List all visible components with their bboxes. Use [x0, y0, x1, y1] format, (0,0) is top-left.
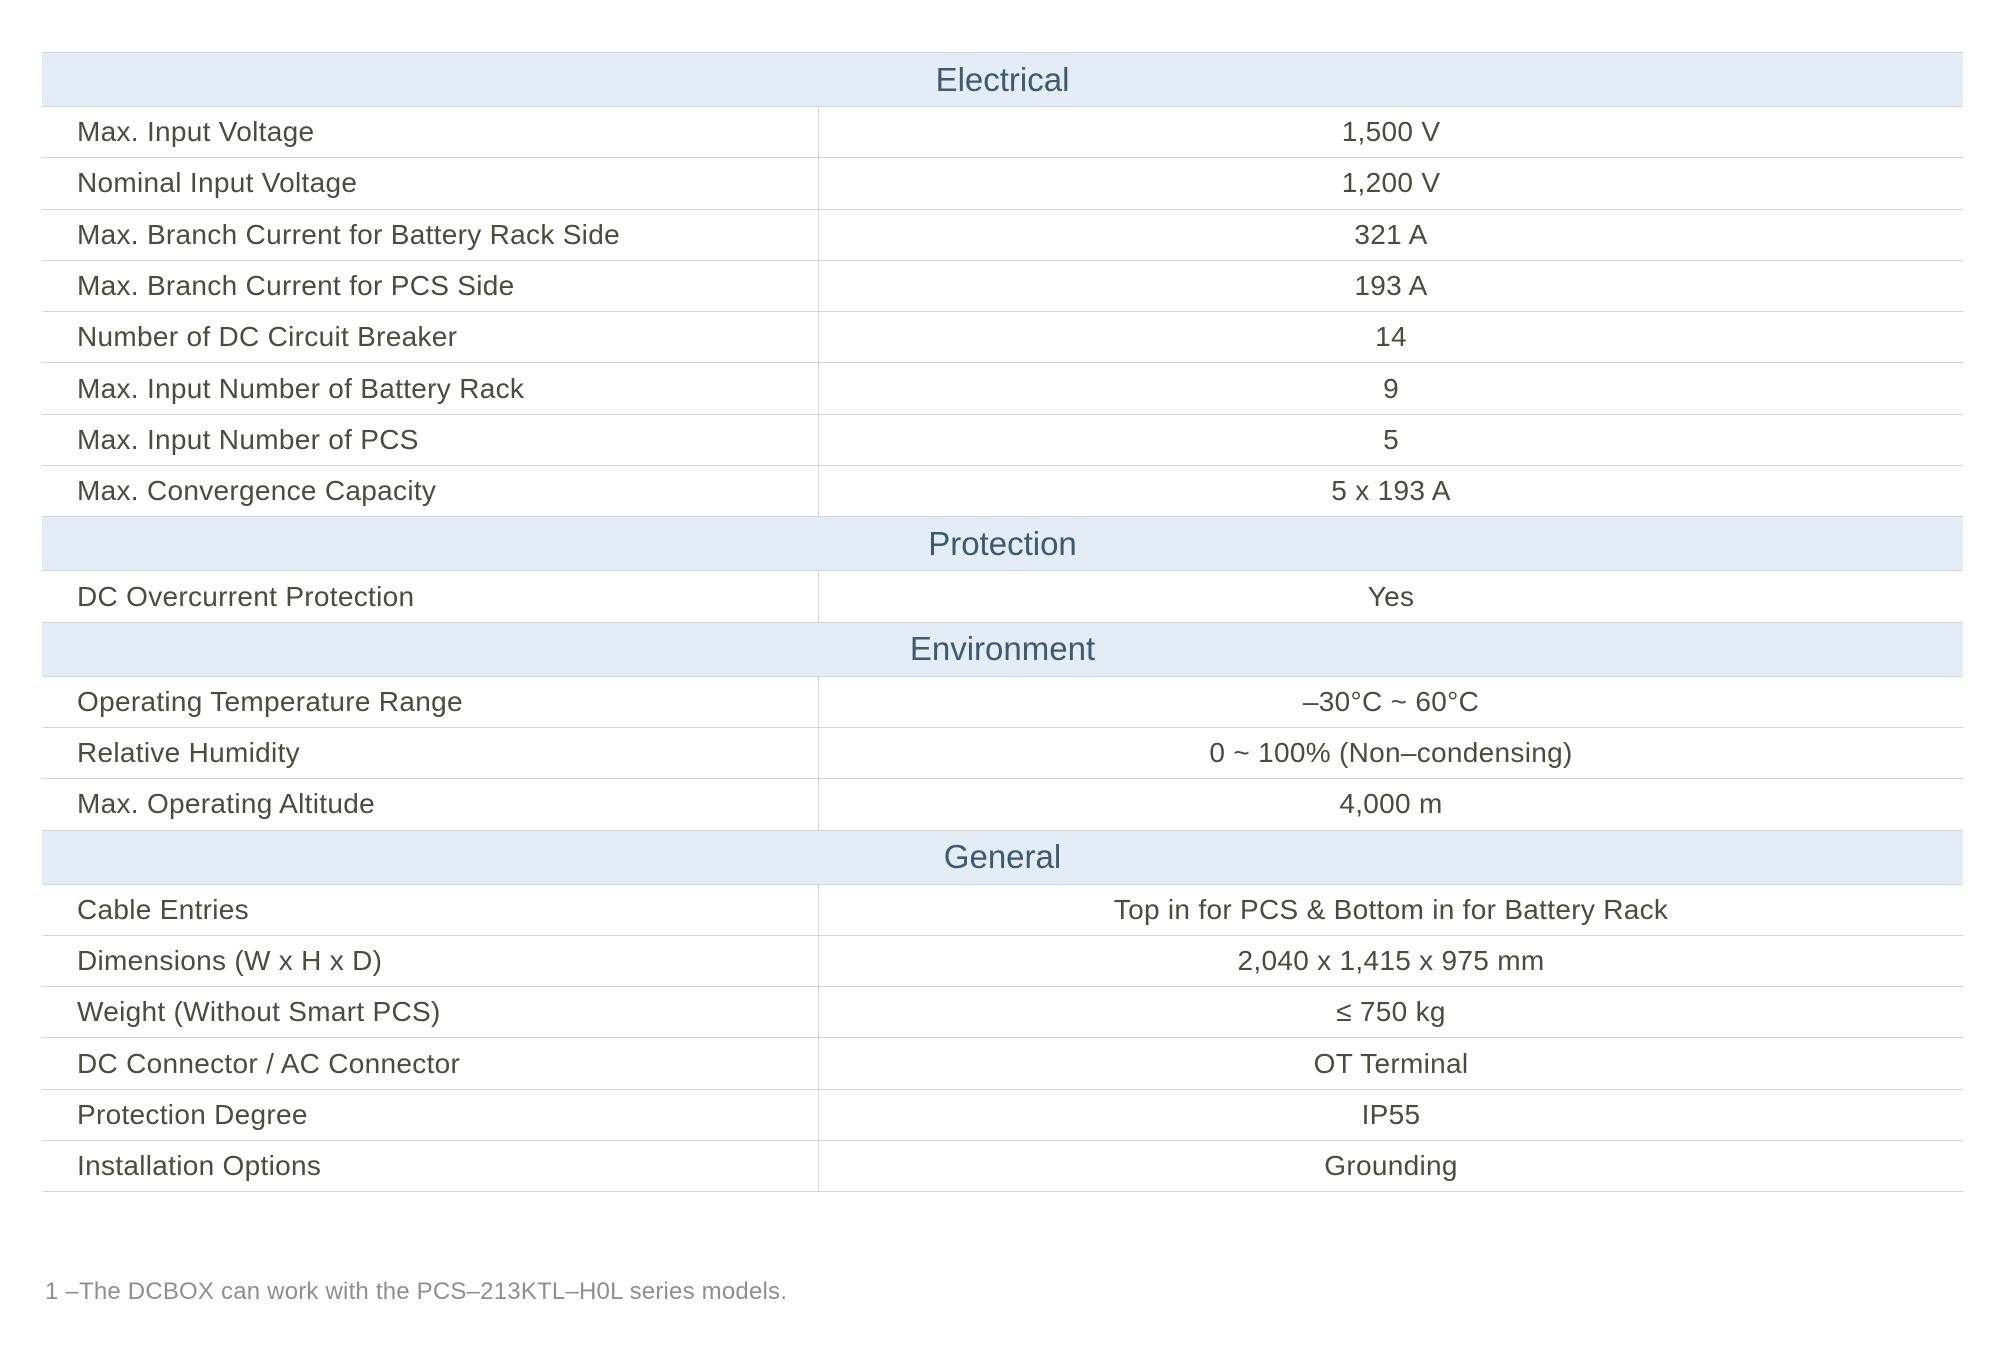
spec-value: 193 A [818, 261, 1963, 311]
spec-row [42, 312, 1963, 363]
spec-label: Operating Temperature Range [77, 685, 463, 717]
spec-label: Max. Operating Altitude [77, 788, 375, 820]
spec-value: OT Terminal [818, 1038, 1963, 1088]
spec-row [42, 987, 1963, 1038]
spec-label: Dimensions (W x H x D) [77, 945, 383, 976]
section-header-general: General [42, 831, 1963, 885]
spec-label: Max. Branch Current for PCS Side [77, 270, 515, 302]
footnote: 1 –The DCBOX can work with the PCS–213KTL–H0L series models. [45, 1278, 788, 1305]
spec-value: 1,500 V [818, 107, 1963, 157]
spec-row [42, 363, 1963, 414]
spec-label: Protection Degree [77, 1098, 308, 1130]
spec-row [42, 571, 1963, 622]
spec-label: Nominal Input Voltage [77, 167, 358, 199]
spec-value: 2,040 x 1,415 x 975 mm [818, 936, 1963, 986]
spec-label: Max. Input Voltage [77, 116, 315, 148]
section-header-protection: Protection [42, 517, 1963, 571]
spec-label: Installation Options [77, 1150, 322, 1182]
spec-row [42, 158, 1963, 209]
spec-value: 321 A [818, 210, 1963, 260]
section-header-environment: Environment [42, 623, 1963, 677]
spec-row [42, 415, 1963, 466]
spec-row [42, 1141, 1963, 1192]
spec-value: 1,200 V [818, 158, 1963, 208]
spec-row [42, 885, 1963, 936]
spec-value: 5 [818, 415, 1963, 465]
spec-row [42, 210, 1963, 261]
spec-value: IP55 [818, 1090, 1963, 1140]
spec-label: Max. Input Number of PCS [77, 423, 419, 455]
spec-value: 9 [818, 363, 1963, 413]
spec-label: Max. Input Number of Battery Rack [77, 372, 525, 404]
spec-label: Weight (Without Smart PCS) [77, 996, 441, 1028]
spec-label: Max. Convergence Capacity [77, 475, 437, 507]
spec-row [42, 107, 1963, 158]
spec-row [42, 261, 1963, 312]
spec-row [42, 1038, 1963, 1089]
spec-label: Cable Entries [77, 893, 249, 925]
spec-value: 14 [818, 312, 1963, 362]
spec-row [42, 779, 1963, 830]
spec-value: Grounding [818, 1141, 1963, 1191]
spec-value: ≤ 750 kg [818, 987, 1963, 1037]
spec-label: Max. Branch Current for Battery Rack Side [77, 218, 620, 250]
spec-value: 0 ~ 100% (Non–condensing) [818, 728, 1963, 778]
spec-row [42, 466, 1963, 517]
spec-value: Yes [818, 571, 1963, 621]
spec-table [42, 52, 1963, 1192]
spec-value: 5 x 193 A [818, 466, 1963, 516]
spec-value: 4,000 m [818, 779, 1963, 829]
spec-row [42, 936, 1963, 987]
spec-label: DC Connector / AC Connector [77, 1047, 461, 1079]
spec-value: –30°C ~ 60°C [818, 677, 1963, 727]
spec-label: Number of DC Circuit Breaker [77, 321, 458, 353]
spec-label: DC Overcurrent Protection [77, 580, 415, 612]
spec-label: Relative Humidity [77, 737, 300, 769]
spec-row [42, 677, 1963, 728]
spec-row [42, 1090, 1963, 1141]
spec-value: Top in for PCS & Bottom in for Battery Rack [818, 885, 1963, 935]
section-header-electrical: Electrical [42, 53, 1963, 107]
spec-row [42, 728, 1963, 779]
